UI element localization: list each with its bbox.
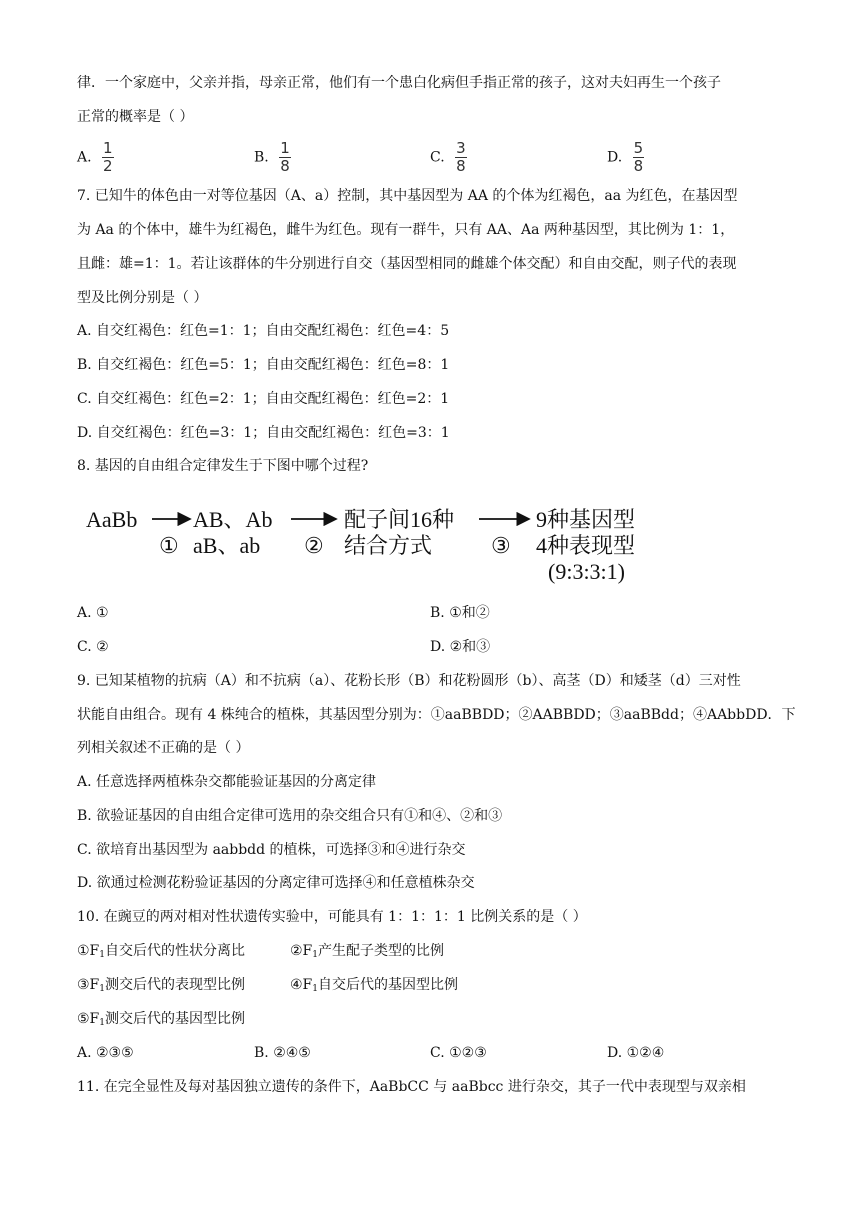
item-prefix: ①F xyxy=(77,943,100,959)
fraction-numerator: 3 xyxy=(456,139,466,157)
q10-option-c[interactable]: C. ①②③ xyxy=(430,1045,487,1061)
q7-stem-line4: 型及比例分别是（ ） xyxy=(77,290,208,306)
item-subscript: 1 xyxy=(99,1018,105,1028)
diagram-step-3: ③ xyxy=(491,533,511,558)
q9-option-a[interactable]: A. 任意选择两植株杂交都能验证基因的分离定律 xyxy=(77,774,377,790)
q10-option-a[interactable]: A. ②③⑤ xyxy=(77,1045,134,1061)
q8-option-d[interactable]: D. ②和③ xyxy=(430,639,491,655)
fraction xyxy=(633,140,645,175)
fraction-denominator: 8 xyxy=(280,157,290,175)
q9-stem-line3: 列相关叙述不正确的是（ ） xyxy=(77,740,250,756)
item-text: 测交后代的基因型比例 xyxy=(105,1011,245,1027)
item-subscript: 1 xyxy=(312,984,318,994)
q7-option-d[interactable]: D. 自交红褐色：红色=3：1；自由交配红褐色：红色=3：1 xyxy=(77,425,450,441)
q7-option-c[interactable]: C. 自交红褐色：红色=2：1；自由交配红褐色：红色=2：1 xyxy=(77,391,450,407)
item-text: 自交后代的基因型比例 xyxy=(318,977,458,993)
item-subscript: 1 xyxy=(312,950,318,960)
q6-stem-line2: 正常的概率是（ ） xyxy=(77,109,194,125)
process-diagram xyxy=(86,500,686,590)
diagram-mid-top: 配子间16种 xyxy=(344,507,455,532)
item-text: 产生配子类型的比例 xyxy=(318,943,444,959)
item-text: 自交后代的性状分离比 xyxy=(105,943,245,959)
q6-option-d[interactable] xyxy=(607,140,644,175)
q10-item-3 xyxy=(77,975,245,999)
q7-stem-line3: 且雌：雄=1：1。若让该群体的牛分别进行自交（基因型相同的雌雄个体交配）和自由交配，则子代的表现 xyxy=(77,256,737,272)
diagram-mid-bottom: 结合方式 xyxy=(344,533,433,558)
fraction-numerator: 5 xyxy=(633,139,644,157)
q9-option-d[interactable]: D. 欲通过检测花粉验证基因的分离定律可选择④和任意植株杂交 xyxy=(77,875,475,891)
diagram-start-genotype: AaBb xyxy=(86,507,138,532)
fraction-denominator: 8 xyxy=(633,157,644,175)
option-label: D. xyxy=(607,149,623,166)
q7-stem-line1: 7. 已知牛的体色由一对等位基因（A、a）控制，其中基因型为 AA 的个体为红褐色，aa 为红色，在基因型 xyxy=(77,188,738,204)
q10-item-4 xyxy=(290,975,458,999)
item-subscript: 1 xyxy=(99,950,105,960)
diagram-step-2: ② xyxy=(304,533,324,558)
q7-option-b[interactable]: B. 自交红褐色：红色=5：1；自由交配红褐色：红色=8：1 xyxy=(77,357,450,373)
q10-option-b[interactable]: B. ②④⑤ xyxy=(254,1045,311,1061)
q9-stem-line2: 状能自由组合。现有 4 株纯合的植株，其基因型分别为：①aaBBDD；②AABBDD；③aaBBdd；④AAbbDD．下 xyxy=(77,707,796,723)
option-label: C. xyxy=(430,149,445,166)
option-label: B. xyxy=(254,149,269,166)
fraction xyxy=(102,140,114,175)
item-prefix: ⑤F xyxy=(77,1011,100,1027)
q11-stem-line1: 11. 在完全显性及每对基因独立遗传的条件下，AaBbCC 与 aaBbcc 进行杂交，其子一代中表现型与双亲相 xyxy=(77,1079,746,1095)
diagram-gametes-top: AB、Ab xyxy=(193,507,273,532)
item-subscript: 1 xyxy=(99,984,105,994)
q10-stem: 10. 在豌豆的两对相对性状遗传实验中，可能具有 1：1：1：1 比例关系的是（ ） xyxy=(77,909,587,925)
item-prefix: ③F xyxy=(77,977,100,993)
q8-option-c[interactable]: C. ② xyxy=(77,639,109,655)
q9-option-c[interactable]: C. 欲培育出基因型为 aabbdd 的植株，可选择③和④进行杂交 xyxy=(77,842,466,858)
diagram-end-line3: (9:3:3:1) xyxy=(548,559,625,584)
item-text: 测交后代的表现型比例 xyxy=(105,977,245,993)
fraction-denominator: 8 xyxy=(456,157,466,175)
q8-stem: 8. 基因的自由组合定律发生于下图中哪个过程? xyxy=(77,458,369,474)
fraction-numerator: 1 xyxy=(280,139,290,157)
item-prefix: ②F xyxy=(290,943,313,959)
diagram-gametes-bottom: aB、ab xyxy=(193,533,261,558)
q7-option-a[interactable]: A. 自交红褐色：红色=1：1；自由交配红褐色：红色=4：5 xyxy=(77,323,450,339)
diagram-end-line2: 4种表现型 xyxy=(536,533,636,558)
q8-option-b[interactable]: B. ①和② xyxy=(430,605,490,621)
fraction-denominator: 2 xyxy=(103,157,113,175)
q8-option-a[interactable]: A. ① xyxy=(77,605,109,621)
fraction xyxy=(455,140,467,175)
q6-option-c[interactable] xyxy=(430,140,467,175)
item-prefix: ④F xyxy=(290,977,313,993)
q6-option-b[interactable] xyxy=(254,140,291,175)
option-label: A. xyxy=(77,149,92,166)
diagram-end-line1: 9种基因型 xyxy=(536,507,636,532)
q10-option-d[interactable]: D. ①②④ xyxy=(607,1045,665,1061)
fraction-numerator: 1 xyxy=(103,139,113,157)
q10-item-5 xyxy=(77,1009,245,1033)
diagram-step-1: ① xyxy=(159,533,179,558)
q10-item-1 xyxy=(77,941,245,965)
q10-item-2 xyxy=(290,941,444,965)
q9-stem-line1: 9. 已知某植物的抗病（A）和不抗病（a）、花粉长形（B）和花粉圆形（b）、高茎（D）和矮茎（d）三对性 xyxy=(77,673,741,689)
q6-option-a[interactable] xyxy=(77,140,114,175)
q9-option-b[interactable]: B. 欲验证基因的自由组合定律可选用的杂交组合只有①和④、②和③ xyxy=(77,808,503,824)
q7-stem-line2: 为 Aa 的个体中，雄牛为红褐色，雌牛为红色。现有一群牛，只有 AA、Aa 两种基因型，其比例为 1：1， xyxy=(77,222,735,238)
q6-stem-line1: 律．一个家庭中，父亲并指，母亲正常，他们有一个患白化病但手指正常的孩子，这对夫妇再生一个孩子 xyxy=(77,75,721,91)
fraction xyxy=(279,140,291,175)
